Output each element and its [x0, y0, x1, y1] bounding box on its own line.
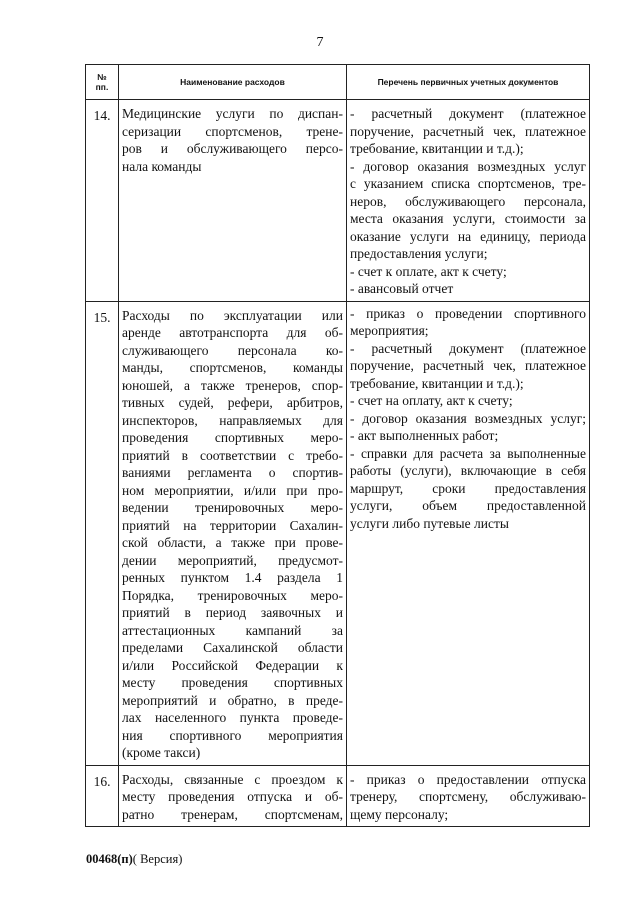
expense-name-line: и/или Российской Федерации к: [122, 657, 343, 673]
table-row: [86, 100, 590, 302]
expense-name-line: Порядка, тренировочных меро-: [122, 587, 343, 603]
document-line: - расчетный документ (платежное: [350, 340, 586, 356]
document-line: предоставления услуги;: [350, 246, 488, 261]
expense-name-line: дении мероприятий, предусмот-: [122, 552, 343, 568]
expense-name-line: мероприятий и обратно, в преде-: [122, 692, 343, 708]
document-line: - акт выполненных работ;: [350, 428, 499, 443]
documents-cell: [347, 765, 590, 827]
document-line: неров, обслуживающего персонала,: [350, 193, 586, 209]
expense-name-line: ном мероприятии, и/или при про-: [122, 482, 343, 498]
header-number-abbr: пп.: [95, 82, 109, 92]
document-line: - договор оказания возмездных услуг: [350, 158, 586, 174]
document-line: щему персоналу;: [350, 806, 449, 822]
document-line: услуги либо путевые листы: [350, 515, 509, 531]
document-version: ( Версия): [132, 852, 183, 866]
expenses-table: [85, 64, 590, 827]
document-line: поручение, расчетный чек, платежное: [350, 123, 586, 139]
document-line: поручение, расчетный чек, платежное: [350, 358, 586, 373]
expense-name-line: ния спортивного мероприятия: [122, 727, 343, 743]
document-line: - счет к оплате, акт к счету;: [350, 263, 507, 279]
row-number: 16.: [86, 765, 119, 827]
expense-name-line: Медицинские услуги по диспан-: [122, 106, 343, 121]
document-line: - договор оказания возмездных услуг;: [350, 410, 586, 426]
document-line: с указанием списка спортсменов, тре-: [350, 176, 586, 191]
expense-name-line: Расходы по эксплуатации или: [122, 307, 343, 323]
expense-name-line: (кроме такси): [122, 745, 201, 760]
document-line: тренеру, спортсмену, обслуживаю-: [350, 789, 586, 804]
expense-name-line: проведения спортивных меро-: [122, 430, 343, 445]
document-line: работы (услуги), включающие в себя: [350, 463, 586, 478]
expense-name-cell: [119, 100, 347, 302]
expense-name-line: ваниями регламента о спортив-: [122, 465, 343, 480]
document-line: - авансовый отчет: [350, 281, 454, 296]
expense-name-line: ведении тренировочных меро-: [122, 500, 343, 515]
expense-name-cell: [119, 301, 347, 765]
expense-name-line: нала команды: [122, 158, 202, 174]
expense-name-line: юношей, а также тренеров, спор-: [122, 377, 343, 393]
expense-name-line: месту проведения спортивных: [122, 675, 343, 690]
expense-name-line: лах населенного пункта проведе-: [122, 710, 343, 725]
document-line: - справки для расчета за выполненные: [350, 445, 586, 461]
expense-name-line: месту проведения отпуска и об-: [122, 789, 343, 804]
document-line: маршрут, сроки предоставления: [350, 480, 586, 496]
header-number: [86, 65, 119, 100]
expense-name-line: ров и обслуживающего персо-: [122, 141, 343, 156]
row-number: 14.: [86, 100, 119, 302]
expense-name-line: служивающего персонала ко-: [122, 342, 343, 358]
document-line: - счет на оплату, акт к счету;: [350, 393, 513, 408]
expense-name-line: аттестационных кампаний за: [122, 622, 343, 638]
expense-name-line: Расходы, связанные с проездом к: [122, 771, 343, 787]
expense-name-line: инспекторов, направляемых для: [122, 412, 343, 428]
header-expense-name: Наименование расходов: [119, 65, 347, 100]
expense-name-line: ратно тренерам, спортсменам,: [122, 806, 343, 822]
expense-name-line: аренде автотранспорта для об-: [122, 325, 343, 340]
expense-name-cell: [119, 765, 347, 827]
documents-cell: [347, 100, 590, 302]
expense-name-line: серизации спортсменов, трене-: [122, 123, 343, 139]
document-line: - приказ о проведении спортивного: [350, 305, 586, 321]
page-number: 7: [316, 35, 324, 50]
expense-name-line: ренных пунктом 1.4 раздела 1: [122, 570, 343, 585]
document-line: услуги, объем предоставленной: [350, 498, 586, 513]
document-line: оказание услуги на единицу, периода: [350, 228, 586, 244]
document-line: - приказ о предоставлении отпуска: [350, 771, 586, 787]
expense-name-line: манды, спортсменов, команды: [122, 360, 343, 375]
header-documents: Перечень первичных учетных документов: [347, 65, 590, 100]
row-number: 15.: [86, 301, 119, 765]
document-line: места оказания услуги, стоимости за: [350, 211, 586, 226]
expense-name-line: тивных судей, рефери, арбитров,: [122, 395, 343, 410]
expense-name-line: приятий на территории Сахалин-: [122, 517, 343, 533]
document-footer: [86, 852, 182, 867]
expense-name-line: приятий в период заявочных и: [122, 605, 343, 620]
expense-name-line: приятий в соответствии с требо-: [122, 447, 343, 463]
document-code: 00468(п): [86, 852, 133, 866]
expense-name-line: ской области, а также при прове-: [122, 535, 343, 550]
header-number-sign: №: [97, 72, 107, 82]
table-header-row: [86, 65, 590, 100]
document-line: требование, квитанции и т.д.);: [350, 141, 524, 156]
table-row: [86, 301, 590, 765]
table-row: [86, 765, 590, 827]
document-line: - расчетный документ (платежное: [350, 106, 586, 121]
document-line: мероприятия;: [350, 323, 429, 338]
documents-cell: [347, 301, 590, 765]
document-line: требование, квитанции и т.д.);: [350, 375, 524, 391]
expense-name-line: пределами Сахалинской области: [122, 640, 343, 655]
